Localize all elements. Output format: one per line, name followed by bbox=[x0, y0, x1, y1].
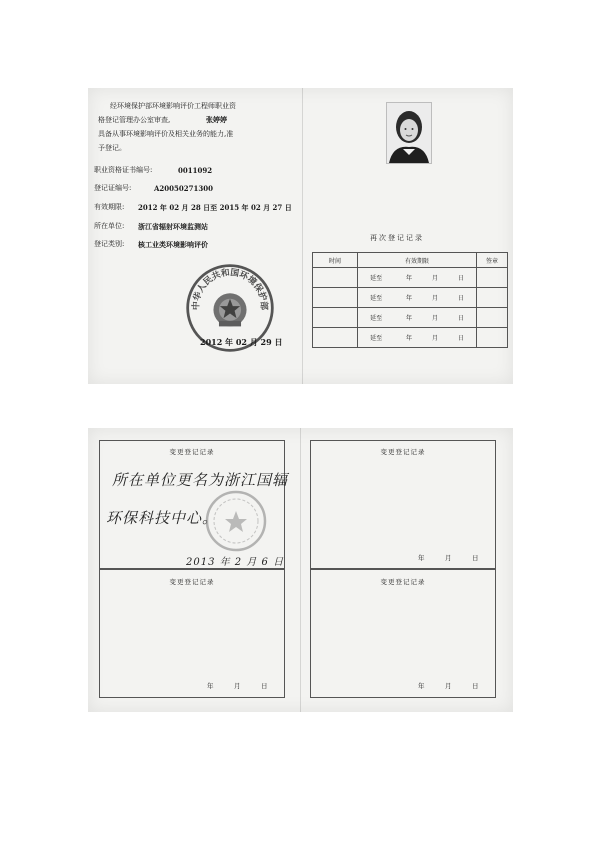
category-value: 核工业类环境影响评价 bbox=[138, 240, 208, 249]
change-record-title: 变更登记记录 bbox=[169, 578, 215, 586]
page-spine bbox=[300, 428, 301, 712]
date-day: 日 bbox=[472, 554, 479, 562]
category-label: 登记类别: bbox=[94, 240, 125, 248]
intro-line-1: 经环境保护部环境影响评价工程师职业资 bbox=[110, 102, 236, 110]
renewal-day: 日 bbox=[457, 275, 464, 282]
change-record-title: 变更登记记录 bbox=[380, 448, 426, 456]
renewal-year: 年 bbox=[406, 315, 413, 322]
date-month: 月 bbox=[234, 682, 241, 690]
renewal-day: 日 bbox=[457, 315, 464, 322]
change-record-title: 变更登记记录 bbox=[380, 578, 426, 586]
renewal-month: 月 bbox=[431, 295, 438, 302]
change-record-box-3 bbox=[310, 440, 496, 570]
intro-line-2: 格登记管理办公室审查, bbox=[98, 116, 171, 124]
validity-value: 2012 年 02 月 28 日至 2015 年 02 月 27 日 bbox=[138, 203, 292, 212]
intro-line-3: 具备从事环境影响评价及相关业务的能力,准 bbox=[98, 130, 234, 138]
change-record-box-2 bbox=[99, 568, 285, 698]
faded-stamp bbox=[204, 489, 268, 553]
change-record-title: 变更登记记录 bbox=[169, 448, 215, 456]
date-day: 日 bbox=[261, 682, 268, 690]
employer-value: 浙江省辐射环境监测站 bbox=[138, 222, 208, 231]
renewal-month: 月 bbox=[431, 315, 438, 322]
registration-number-value: A20050271300 bbox=[154, 184, 214, 193]
renewal-year: 年 bbox=[406, 335, 413, 342]
renewal-day: 日 bbox=[457, 335, 464, 342]
table-row bbox=[313, 288, 508, 308]
renewal-prefix: 延至 bbox=[370, 275, 383, 282]
renewal-prefix: 延至 bbox=[370, 335, 383, 342]
renewal-header-signature: 签章 bbox=[477, 253, 508, 268]
seal-date: 2012 年 02 月 29 日 bbox=[200, 337, 283, 347]
renewal-header-validity: 有效期限 bbox=[358, 253, 477, 268]
renewal-table bbox=[312, 252, 508, 348]
handwritten-note-line-2: 环保科技中心。 bbox=[106, 509, 219, 527]
page-spine bbox=[302, 88, 303, 384]
renewal-month: 月 bbox=[431, 335, 438, 342]
holder-name: 张婷婷 bbox=[206, 116, 227, 124]
date-month: 月 bbox=[445, 554, 452, 562]
handwritten-date: 2013 年 2 月 6 日 bbox=[186, 557, 285, 568]
date-year: 年 bbox=[418, 682, 425, 690]
renewal-year: 年 bbox=[406, 275, 413, 282]
renewal-prefix: 延至 bbox=[370, 295, 383, 302]
cert-number-value: 0011092 bbox=[178, 166, 213, 175]
seal-text: 中华人民共和国环境保护部 bbox=[191, 268, 269, 311]
employer-label: 所在单位: bbox=[94, 222, 125, 230]
renewal-month: 月 bbox=[431, 275, 438, 282]
renewal-header-time: 时间 bbox=[313, 253, 358, 268]
renewal-prefix: 延至 bbox=[370, 315, 383, 322]
date-month: 月 bbox=[445, 682, 452, 690]
change-record-box-1 bbox=[99, 440, 289, 570]
table-row bbox=[313, 328, 508, 348]
cert-number-label: 职业资格证书编号: bbox=[94, 166, 153, 174]
certificate-page-scan bbox=[88, 88, 513, 384]
date-year: 年 bbox=[418, 554, 425, 562]
renewal-title: 再次登记记录 bbox=[370, 234, 424, 242]
handwritten-note-line-1: 所在单位更名为浙江国辐 bbox=[112, 471, 289, 489]
renewal-year: 年 bbox=[406, 295, 413, 302]
registration-number-label: 登记证编号: bbox=[94, 184, 132, 192]
validity-label: 有效期限: bbox=[94, 203, 125, 211]
renewal-day: 日 bbox=[457, 295, 464, 302]
change-record-box-4 bbox=[310, 568, 496, 698]
date-year: 年 bbox=[207, 682, 214, 690]
change-records-page-scan bbox=[88, 428, 513, 712]
table-row bbox=[313, 268, 508, 288]
intro-line-4: 予登记。 bbox=[98, 144, 126, 152]
date-day: 日 bbox=[472, 682, 479, 690]
table-row bbox=[313, 308, 508, 328]
holder-photo bbox=[386, 102, 432, 164]
